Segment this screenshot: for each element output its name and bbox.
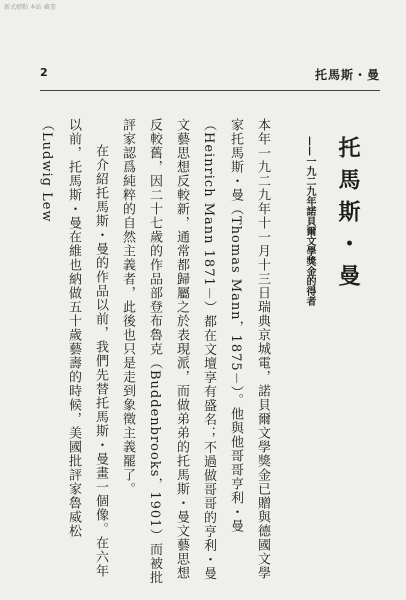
header-rule — [40, 90, 380, 91]
library-stamp: 新式標點 本站 藏書 — [4, 4, 56, 11]
body-paragraph-2: 在介紹托馬斯・曼的作品以前，我們先替托馬斯・曼畫一個像。在六年以前，托馬斯・曼在維也納做五十歲藝壽的時候，美國批評家魯威松（Ludwig Lew — [39, 118, 108, 578]
vertical-text-block — [33, 118, 366, 588]
page-number: 2 — [40, 66, 48, 79]
article-subtitle: ——一九二九年諾貝爾文學獎金的得者 — [304, 136, 315, 306]
article-title: 托馬斯・曼 — [335, 136, 361, 296]
body-paragraph-1: 本年一九二九年十一月十三日瑞典京城電，諾貝爾文學獎金已贈與德國文學家托馬斯・曼（Thomas Mann，1875－）。他與他哥哥亨利・曼（Heinrich Mann 1871－）都在文壇享有盛名；不過做哥哥的亨利・曼文藝思想反較新，通常都歸屬之於表現派，而做弟弟的托馬斯・曼文藝思想反較舊，因二十七歲的作品部登布魯克（Buddenbrooks，1901）而被批評家認爲純粹的自然主義者，此後也只是走到象徵主義罷了。 — [120, 118, 270, 585]
running-title: 曼・斯馬托 — [314, 68, 380, 82]
running-header — [40, 66, 380, 86]
